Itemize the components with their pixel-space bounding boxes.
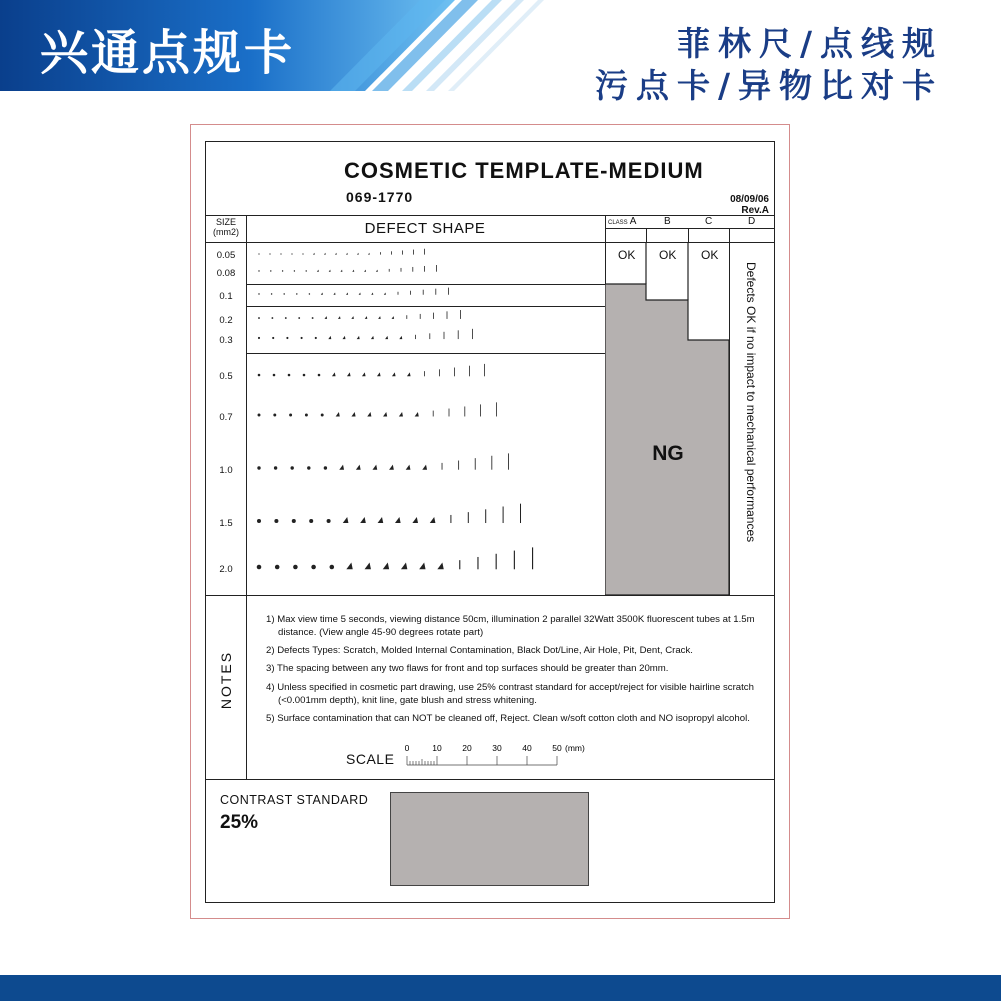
defect-mark [395, 517, 401, 523]
scale-tick-label: 0 [404, 743, 410, 753]
class-c-ok: OK [701, 248, 719, 262]
scale-tick-label: 20 [462, 743, 472, 753]
defect-mark [415, 335, 416, 339]
defect-mark [520, 504, 521, 523]
defect-mark [293, 565, 298, 570]
defect-mark [258, 337, 260, 339]
defect-shape-row [258, 402, 497, 416]
header-banner [0, 0, 560, 91]
defect-mark [360, 517, 366, 523]
defect-mark [356, 465, 361, 470]
defect-mark [399, 412, 403, 416]
class-d-note: Defects OK if no impact to mechanical performances [744, 262, 758, 543]
defect-mark [475, 458, 476, 470]
defect-mark [312, 317, 314, 319]
defect-mark [412, 267, 413, 272]
defect-mark [392, 372, 396, 376]
defect-mark [335, 253, 337, 255]
defect-mark [424, 249, 425, 255]
defect-mark [343, 517, 349, 523]
defect-mark [280, 253, 281, 254]
defect-mark [315, 337, 317, 339]
size-label: 0.05 [216, 250, 236, 261]
size-label: 1.0 [219, 465, 233, 476]
defect-shape-row [257, 504, 521, 523]
defect-mark [437, 562, 443, 569]
defect-mark [286, 337, 288, 339]
defect-mark [309, 519, 313, 523]
divider [206, 779, 774, 780]
defect-mark [424, 371, 425, 376]
size-label: 0.5 [219, 371, 233, 382]
defect-shape-row [258, 265, 436, 272]
scale-tick-label: 30 [492, 743, 502, 753]
defect-shape-row [257, 453, 509, 469]
defect-mark [318, 374, 321, 377]
note-item-5: 5) Surface contamination that can NOT be cleaned off, Reject. Clean w/soft cotton cloth and NO isopropyl alcohol. [266, 713, 750, 724]
defect-mark [389, 465, 394, 470]
size-header [206, 217, 246, 237]
defect-mark [399, 336, 402, 339]
defect-mark [346, 293, 348, 295]
defect-mark [311, 565, 316, 570]
defect-mark [362, 372, 366, 376]
defect-mark [257, 565, 262, 570]
defect-mark [406, 465, 411, 470]
defect-mark [454, 368, 455, 377]
defect-mark [402, 250, 403, 254]
defect-mark [275, 565, 280, 570]
class-a-ok: OK [618, 248, 636, 262]
defect-shape-row [258, 310, 461, 319]
size-label: 0.1 [219, 291, 233, 302]
defect-mark [384, 293, 386, 295]
defect-mark [274, 466, 277, 469]
defect-mark [377, 372, 381, 376]
defect-mark [342, 336, 345, 339]
defect-mark [491, 456, 492, 470]
defect-mark [480, 404, 481, 416]
defect-mark [347, 372, 351, 376]
defect-mark [450, 515, 451, 523]
defect-mark [258, 270, 259, 271]
defect-mark [346, 253, 348, 255]
defect-mark [351, 412, 355, 416]
defect-shape-row [258, 364, 485, 376]
defect-shape-row [258, 329, 473, 339]
defect-mark [496, 554, 497, 570]
defect-mark [447, 311, 448, 319]
defect-mark [291, 466, 294, 469]
defect-mark [309, 293, 310, 294]
defect-mark [285, 317, 287, 319]
defect-mark [477, 557, 478, 569]
class-b-ok: OK [659, 248, 677, 262]
note-item-4: 4) Unless specified in cosmetic part drawing, use 25% contrast standard for accept/reject for visible hairline scratch (<0.001mm depth), knit line, gate blush and stress whitening. [266, 682, 754, 706]
tagline-line2: 污点卡/异物比对卡 [594, 66, 943, 105]
defect-mark [357, 336, 360, 339]
defect-mark [376, 270, 378, 272]
defect-mark [270, 270, 271, 271]
defect-mark [317, 270, 319, 272]
defect-shape-row [257, 547, 533, 569]
defect-mark [257, 519, 261, 523]
divider [206, 595, 774, 596]
defect-mark [346, 562, 352, 569]
defect-mark [508, 453, 509, 469]
defect-mark [271, 317, 273, 319]
defect-mark [329, 270, 331, 272]
defect-mark [423, 290, 424, 295]
defect-mark [306, 270, 307, 271]
defect-mark [258, 253, 259, 254]
scale-tick-label: 50 [552, 743, 562, 753]
defect-mark [305, 414, 308, 417]
defect-mark [325, 316, 328, 319]
defect-mark [422, 465, 427, 470]
defect-mark [503, 506, 504, 523]
defect-mark [324, 253, 326, 255]
notes-label: NOTES [218, 650, 234, 710]
defect-mark [336, 412, 340, 416]
defect-mark [401, 562, 407, 569]
class-b-label: B [664, 216, 671, 227]
defect-mark [460, 310, 461, 319]
size-label: 0.08 [216, 268, 236, 279]
defect-mark [413, 250, 414, 255]
defect-mark [283, 293, 284, 294]
defect-mark [289, 414, 292, 417]
defect-mark [383, 562, 389, 569]
tagline-line1: 菲林尺/点线规 [676, 24, 943, 63]
defect-mark [339, 465, 344, 470]
document-title: COSMETIC TEMPLATE-MEDIUM [344, 158, 704, 183]
defect-mark [459, 560, 460, 569]
defect-mark [439, 369, 440, 376]
defect-mark [296, 293, 297, 294]
defect-mark [472, 329, 473, 339]
divider [206, 215, 774, 216]
defect-mark [415, 412, 419, 416]
size-label: 2.0 [219, 564, 233, 575]
defect-mark [303, 374, 306, 377]
defect-mark [321, 293, 323, 295]
defect-mark [448, 288, 449, 295]
defect-mark [351, 316, 354, 319]
defect-shape-header: DEFECT SHAPE [364, 220, 486, 237]
defect-mark [273, 414, 276, 417]
defect-mark [436, 265, 437, 272]
defect-mark [288, 374, 291, 377]
defect-shape-row [258, 249, 424, 255]
defect-mark [258, 317, 260, 319]
size-label: 0.7 [219, 412, 233, 423]
defect-mark [419, 562, 425, 569]
document-date-revision [730, 194, 769, 216]
ng-region [605, 242, 730, 595]
footer-bar [0, 975, 1001, 1001]
defect-mark [449, 409, 450, 417]
defect-mark [365, 316, 368, 319]
defect-mark [365, 562, 371, 569]
defect-mark [496, 402, 497, 416]
defect-mark [430, 517, 436, 523]
note-item-3: 3) The spacing between any two flaws for front and top surfaces should be greater than 20mm. [266, 663, 669, 674]
scale-ruler [402, 743, 612, 771]
defect-shape-rows [257, 249, 533, 570]
defect-mark [357, 253, 359, 255]
defect-mark [532, 547, 533, 569]
defect-mark [332, 372, 336, 376]
defect-mark [301, 337, 303, 339]
defect-mark [378, 517, 384, 523]
defect-mark [258, 293, 259, 294]
defect-mark [258, 374, 261, 377]
defect-mark [321, 414, 324, 417]
defect-mark [274, 519, 278, 523]
defect-mark [401, 268, 402, 272]
document-date: 08/09/06 [730, 194, 769, 205]
defect-mark [359, 293, 361, 295]
divider [646, 228, 647, 242]
divider [605, 228, 774, 229]
defect-mark [272, 337, 274, 339]
document-revision: Rev.A [741, 205, 769, 216]
defect-mark [412, 517, 418, 523]
defect-mark [406, 315, 407, 319]
defect-mark [429, 333, 430, 339]
defect-mark [485, 509, 486, 523]
defect-mark [468, 512, 469, 523]
defect-mark [367, 412, 371, 416]
size-header-unit: (mm2) [213, 227, 239, 237]
scale-tick-label: 10 [432, 743, 442, 753]
class-d-label: D [748, 216, 756, 227]
defect-mark [484, 364, 485, 376]
document-number: 069-1770 [346, 189, 414, 205]
class-a-header [608, 216, 636, 227]
defect-mark [352, 270, 354, 272]
defect-mark [383, 412, 387, 416]
defect-mark [327, 519, 331, 523]
template-frame [205, 141, 775, 903]
contrast-standard-label: CONTRAST STANDARD [220, 793, 369, 807]
defect-mark [271, 293, 272, 294]
defect-shape-row [258, 288, 449, 295]
defect-mark [298, 317, 300, 319]
defect-mark [469, 366, 470, 377]
note-item-2: 2) Defects Types: Scratch, Molded Internal Contamination, Black Dot/Line, Air Hole, Pit, Dent, Crack. [266, 645, 693, 656]
defect-mark [291, 253, 292, 254]
defect-mark [338, 316, 341, 319]
defect-mark [420, 314, 421, 319]
defect-mark [433, 313, 434, 319]
note-item-1: 1) Max view time 5 seconds, viewing distance 50cm, illumination 2 parallel 32Watt 3500K fluorescent tubes at 1.5m distance. (View angle 45-90 degrees rotate part) [266, 614, 755, 638]
defect-mark [269, 253, 270, 254]
size-label: 0.3 [219, 335, 233, 346]
defect-mark [407, 372, 411, 376]
defect-mark [368, 253, 370, 255]
defect-mark [372, 465, 377, 470]
defect-mark [435, 289, 436, 295]
defect-mark [257, 466, 260, 469]
defect-mark [302, 253, 303, 254]
defect-mark [389, 269, 390, 272]
defect-mark [514, 551, 515, 570]
defect-mark [444, 332, 445, 339]
class-c-label: C [705, 216, 713, 227]
scale-tick-label: 40 [522, 743, 532, 753]
defect-mark [294, 270, 295, 271]
defect-mark [433, 411, 434, 417]
template-card [190, 124, 790, 919]
scale-label: SCALE [346, 751, 395, 767]
defect-mark [273, 374, 276, 377]
size-header-label: SIZE [215, 217, 236, 227]
defect-mark [292, 519, 296, 523]
defect-mark [258, 414, 261, 417]
defect-mark [380, 252, 381, 254]
defect-mark [340, 270, 342, 272]
defect-mark [398, 292, 399, 295]
defect-mark [364, 270, 366, 272]
defect-shape-samples [246, 242, 605, 595]
brand-title: 兴通点规卡 [40, 25, 296, 81]
contrast-swatch [390, 792, 589, 886]
size-label: 0.2 [219, 315, 233, 326]
contrast-standard-value: 25% [220, 812, 259, 833]
defect-mark [313, 253, 315, 255]
defect-mark [391, 251, 392, 254]
defect-mark [458, 461, 459, 470]
defect-mark [392, 316, 395, 319]
defect-mark [282, 270, 283, 271]
defect-mark [328, 336, 331, 339]
defect-mark [371, 336, 374, 339]
defect-mark [458, 330, 459, 339]
defect-mark [333, 293, 335, 295]
class-a-label: A [629, 216, 637, 227]
ng-label: NG [652, 442, 684, 465]
defect-mark [424, 266, 425, 272]
defect-mark [410, 291, 411, 295]
defect-mark [385, 336, 388, 339]
defect-mark [442, 463, 443, 470]
defect-mark [324, 466, 327, 469]
defect-mark [371, 293, 373, 295]
size-label: 1.5 [219, 518, 233, 529]
class-prefix: CLASS [608, 220, 628, 226]
defect-mark [464, 406, 465, 416]
defect-mark [330, 565, 335, 570]
divider [729, 228, 730, 242]
defect-mark [378, 316, 381, 319]
scale-unit: (mm) [565, 743, 585, 753]
divider [688, 228, 689, 242]
defect-mark [307, 466, 310, 469]
